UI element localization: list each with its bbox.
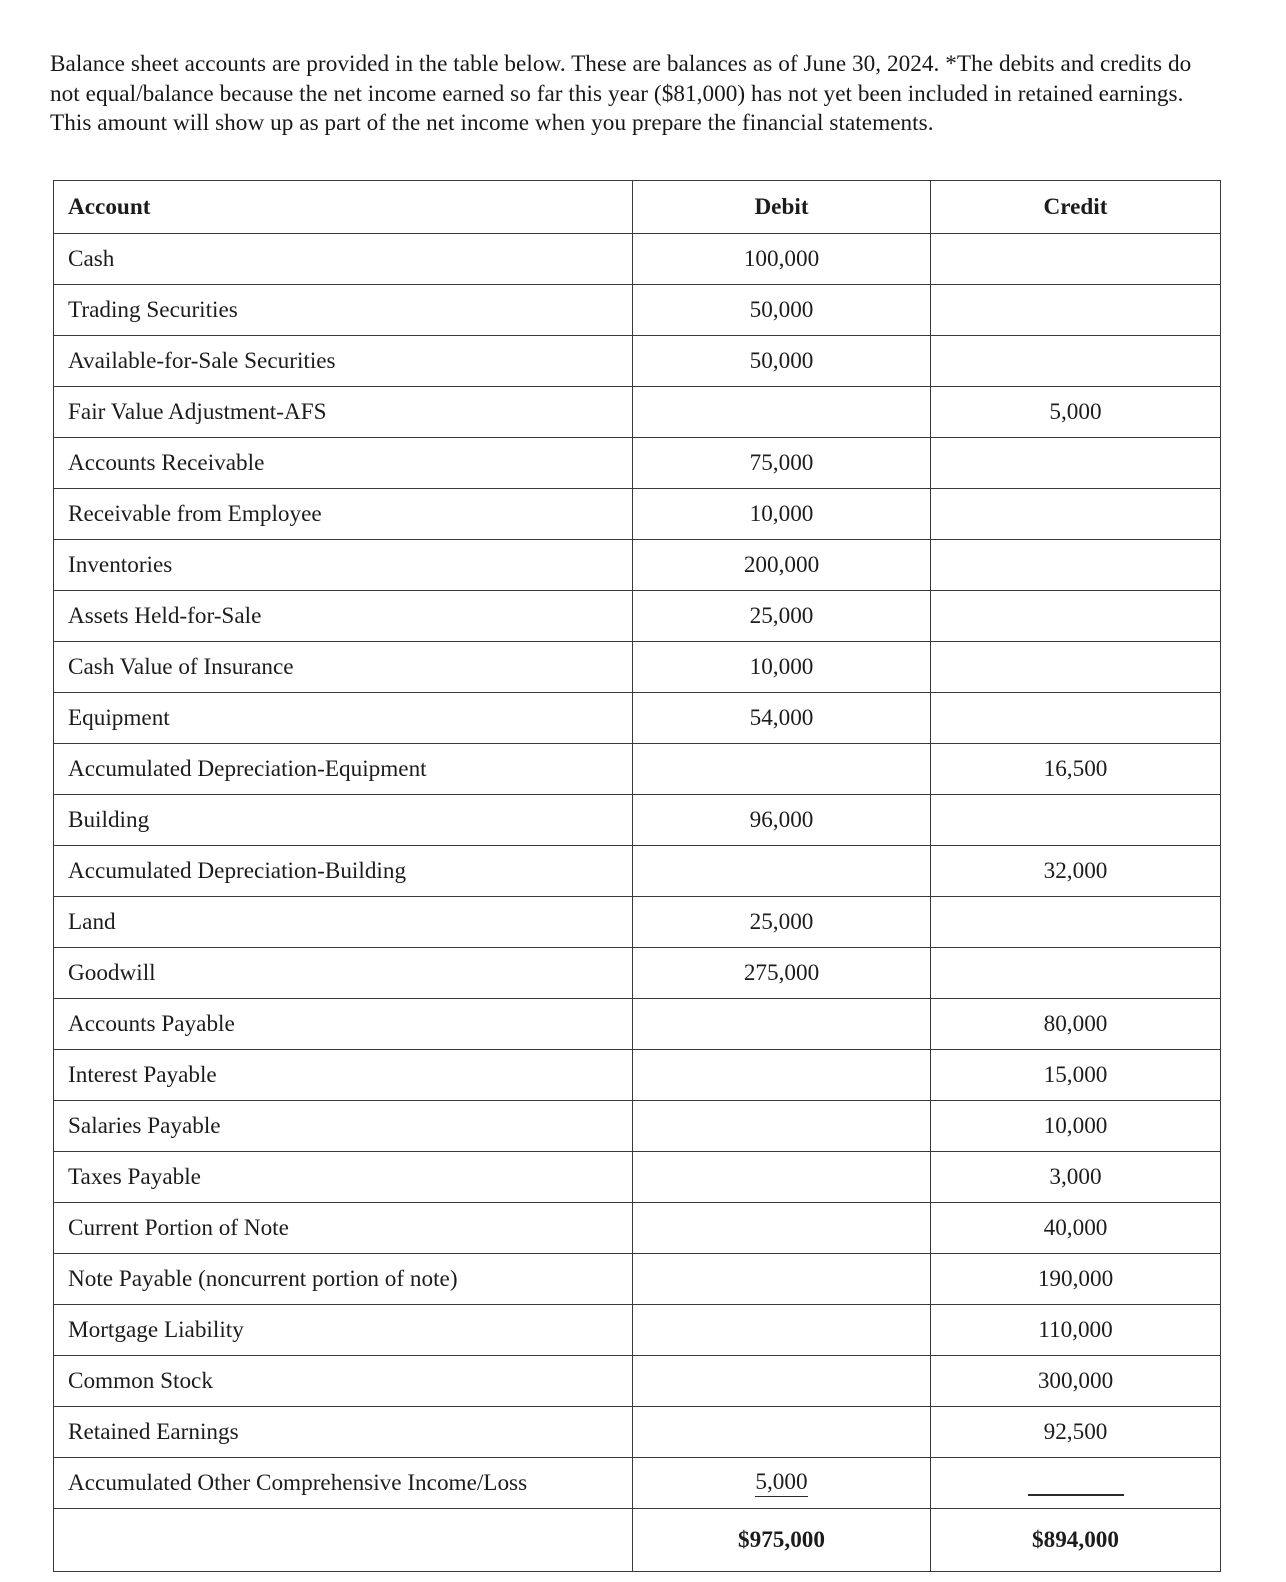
cell-credit-amount: 10,000 xyxy=(931,1101,1221,1152)
cell-debit-amount xyxy=(633,1458,931,1509)
cell-account-name: Accounts Payable xyxy=(54,999,633,1050)
cell-credit-amount xyxy=(931,693,1221,744)
table-row xyxy=(54,591,1221,642)
cell-account-name: Equipment xyxy=(54,693,633,744)
cell-account-name: Assets Held-for-Sale xyxy=(54,591,633,642)
table-row xyxy=(54,1101,1221,1152)
cell-debit-amount: 50,000 xyxy=(633,285,931,336)
cell-debit-amount: 25,000 xyxy=(633,897,931,948)
cell-debit-amount xyxy=(633,1203,931,1254)
cell-account-name: Building xyxy=(54,795,633,846)
intro-paragraph: Balance sheet accounts are provided in the table below. These are balances as of June 30, 2024. *The debits and credits do not equal/balance because the net income earned so far this year ($81,000) has not yet been included in retained earnings. This amount will show up as part of the net income when you prepare the financial statements. xyxy=(50,51,1192,137)
cell-account-name: Accounts Receivable xyxy=(54,438,633,489)
cell-account-name: Inventories xyxy=(54,540,633,591)
cell-account-name: Accumulated Depreciation-Building xyxy=(54,846,633,897)
totals-credit-amount: $894,000 xyxy=(931,1509,1221,1572)
cell-account-name: Salaries Payable xyxy=(54,1101,633,1152)
column-header-debit: Debit xyxy=(633,181,931,234)
cell-debit-amount: 275,000 xyxy=(633,948,931,999)
table-row xyxy=(54,897,1221,948)
cell-debit-amount: 25,000 xyxy=(633,591,931,642)
table-totals-row xyxy=(54,1509,1221,1572)
cell-account-name: Interest Payable xyxy=(54,1050,633,1101)
cell-credit-amount: 110,000 xyxy=(931,1305,1221,1356)
cell-debit-amount xyxy=(633,1254,931,1305)
cell-credit-amount xyxy=(931,234,1221,285)
cell-debit-amount: 100,000 xyxy=(633,234,931,285)
table-row xyxy=(54,642,1221,693)
table-row xyxy=(54,1152,1221,1203)
table-row xyxy=(54,999,1221,1050)
balance-sheet-table-container xyxy=(53,180,1220,1572)
cell-account-name: Note Payable (noncurrent portion of note) xyxy=(54,1254,633,1305)
cell-debit-amount xyxy=(633,387,931,438)
cell-credit-amount xyxy=(931,285,1221,336)
cell-account-name: Goodwill xyxy=(54,948,633,999)
table-row xyxy=(54,387,1221,438)
cell-credit-amount: 16,500 xyxy=(931,744,1221,795)
cell-account-name: Accumulated Depreciation-Equipment xyxy=(54,744,633,795)
cell-debit-amount: 50,000 xyxy=(633,336,931,387)
cell-account-name: Fair Value Adjustment-AFS xyxy=(54,387,633,438)
cell-debit-amount xyxy=(633,1356,931,1407)
cell-credit-amount: 15,000 xyxy=(931,1050,1221,1101)
table-row xyxy=(54,489,1221,540)
cell-credit-amount xyxy=(931,642,1221,693)
table-body xyxy=(54,234,1221,1572)
cell-account-name: Cash Value of Insurance xyxy=(54,642,633,693)
cell-credit-amount xyxy=(931,591,1221,642)
table-row xyxy=(54,1305,1221,1356)
table-row xyxy=(54,285,1221,336)
cell-credit-amount: 300,000 xyxy=(931,1356,1221,1407)
table-row xyxy=(54,795,1221,846)
table-row xyxy=(54,1407,1221,1458)
debit-subtotal-value: 5,000 xyxy=(755,1470,807,1497)
cell-debit-amount: 96,000 xyxy=(633,795,931,846)
cell-credit-amount xyxy=(931,1458,1221,1509)
column-header-account: Account xyxy=(54,181,633,234)
cell-credit-amount: 92,500 xyxy=(931,1407,1221,1458)
cell-debit-amount: 54,000 xyxy=(633,693,931,744)
table-row xyxy=(54,693,1221,744)
table-header-row xyxy=(54,181,1221,234)
table-row xyxy=(54,744,1221,795)
cell-account-name: Trading Securities xyxy=(54,285,633,336)
cell-debit-amount xyxy=(633,846,931,897)
cell-debit-amount xyxy=(633,1305,931,1356)
table-row xyxy=(54,1203,1221,1254)
cell-debit-amount xyxy=(633,1407,931,1458)
table-row xyxy=(54,540,1221,591)
cell-debit-amount: 200,000 xyxy=(633,540,931,591)
table-row xyxy=(54,1356,1221,1407)
cell-credit-amount xyxy=(931,897,1221,948)
column-header-credit: Credit xyxy=(931,181,1221,234)
table-row xyxy=(54,846,1221,897)
cell-debit-amount: 10,000 xyxy=(633,489,931,540)
cell-debit-amount: 10,000 xyxy=(633,642,931,693)
cell-credit-amount xyxy=(931,540,1221,591)
cell-debit-amount xyxy=(633,1050,931,1101)
balance-sheet-table xyxy=(53,180,1221,1572)
cell-credit-amount xyxy=(931,795,1221,846)
cell-account-name: Common Stock xyxy=(54,1356,633,1407)
cell-account-name: Accumulated Other Comprehensive Income/Loss xyxy=(54,1458,633,1509)
table-row xyxy=(54,1254,1221,1305)
cell-debit-amount: 75,000 xyxy=(633,438,931,489)
cell-credit-amount: 32,000 xyxy=(931,846,1221,897)
table-row xyxy=(54,336,1221,387)
table-row xyxy=(54,1050,1221,1101)
cell-credit-amount xyxy=(931,438,1221,489)
cell-debit-amount xyxy=(633,1152,931,1203)
table-row xyxy=(54,1458,1221,1509)
cell-credit-amount: 5,000 xyxy=(931,387,1221,438)
cell-account-name: Land xyxy=(54,897,633,948)
cell-account-name: Mortgage Liability xyxy=(54,1305,633,1356)
cell-account-name: Current Portion of Note xyxy=(54,1203,633,1254)
table-row xyxy=(54,948,1221,999)
cell-credit-amount xyxy=(931,948,1221,999)
table-row xyxy=(54,234,1221,285)
cell-account-name: Taxes Payable xyxy=(54,1152,633,1203)
cell-credit-amount: 80,000 xyxy=(931,999,1221,1050)
cell-credit-amount xyxy=(931,336,1221,387)
cell-credit-amount: 40,000 xyxy=(931,1203,1221,1254)
cell-account-name: Cash xyxy=(54,234,633,285)
credit-subtotal-rule xyxy=(1028,1494,1124,1496)
cell-debit-amount xyxy=(633,999,931,1050)
cell-account-name: Receivable from Employee xyxy=(54,489,633,540)
table-row xyxy=(54,438,1221,489)
cell-credit-amount: 190,000 xyxy=(931,1254,1221,1305)
totals-debit-amount: $975,000 xyxy=(633,1509,931,1572)
totals-label-cell xyxy=(54,1509,633,1572)
cell-credit-amount: 3,000 xyxy=(931,1152,1221,1203)
cell-debit-amount xyxy=(633,1101,931,1152)
cell-credit-amount xyxy=(931,489,1221,540)
cell-account-name: Retained Earnings xyxy=(54,1407,633,1458)
cell-account-name: Available-for-Sale Securities xyxy=(54,336,633,387)
cell-debit-amount xyxy=(633,744,931,795)
